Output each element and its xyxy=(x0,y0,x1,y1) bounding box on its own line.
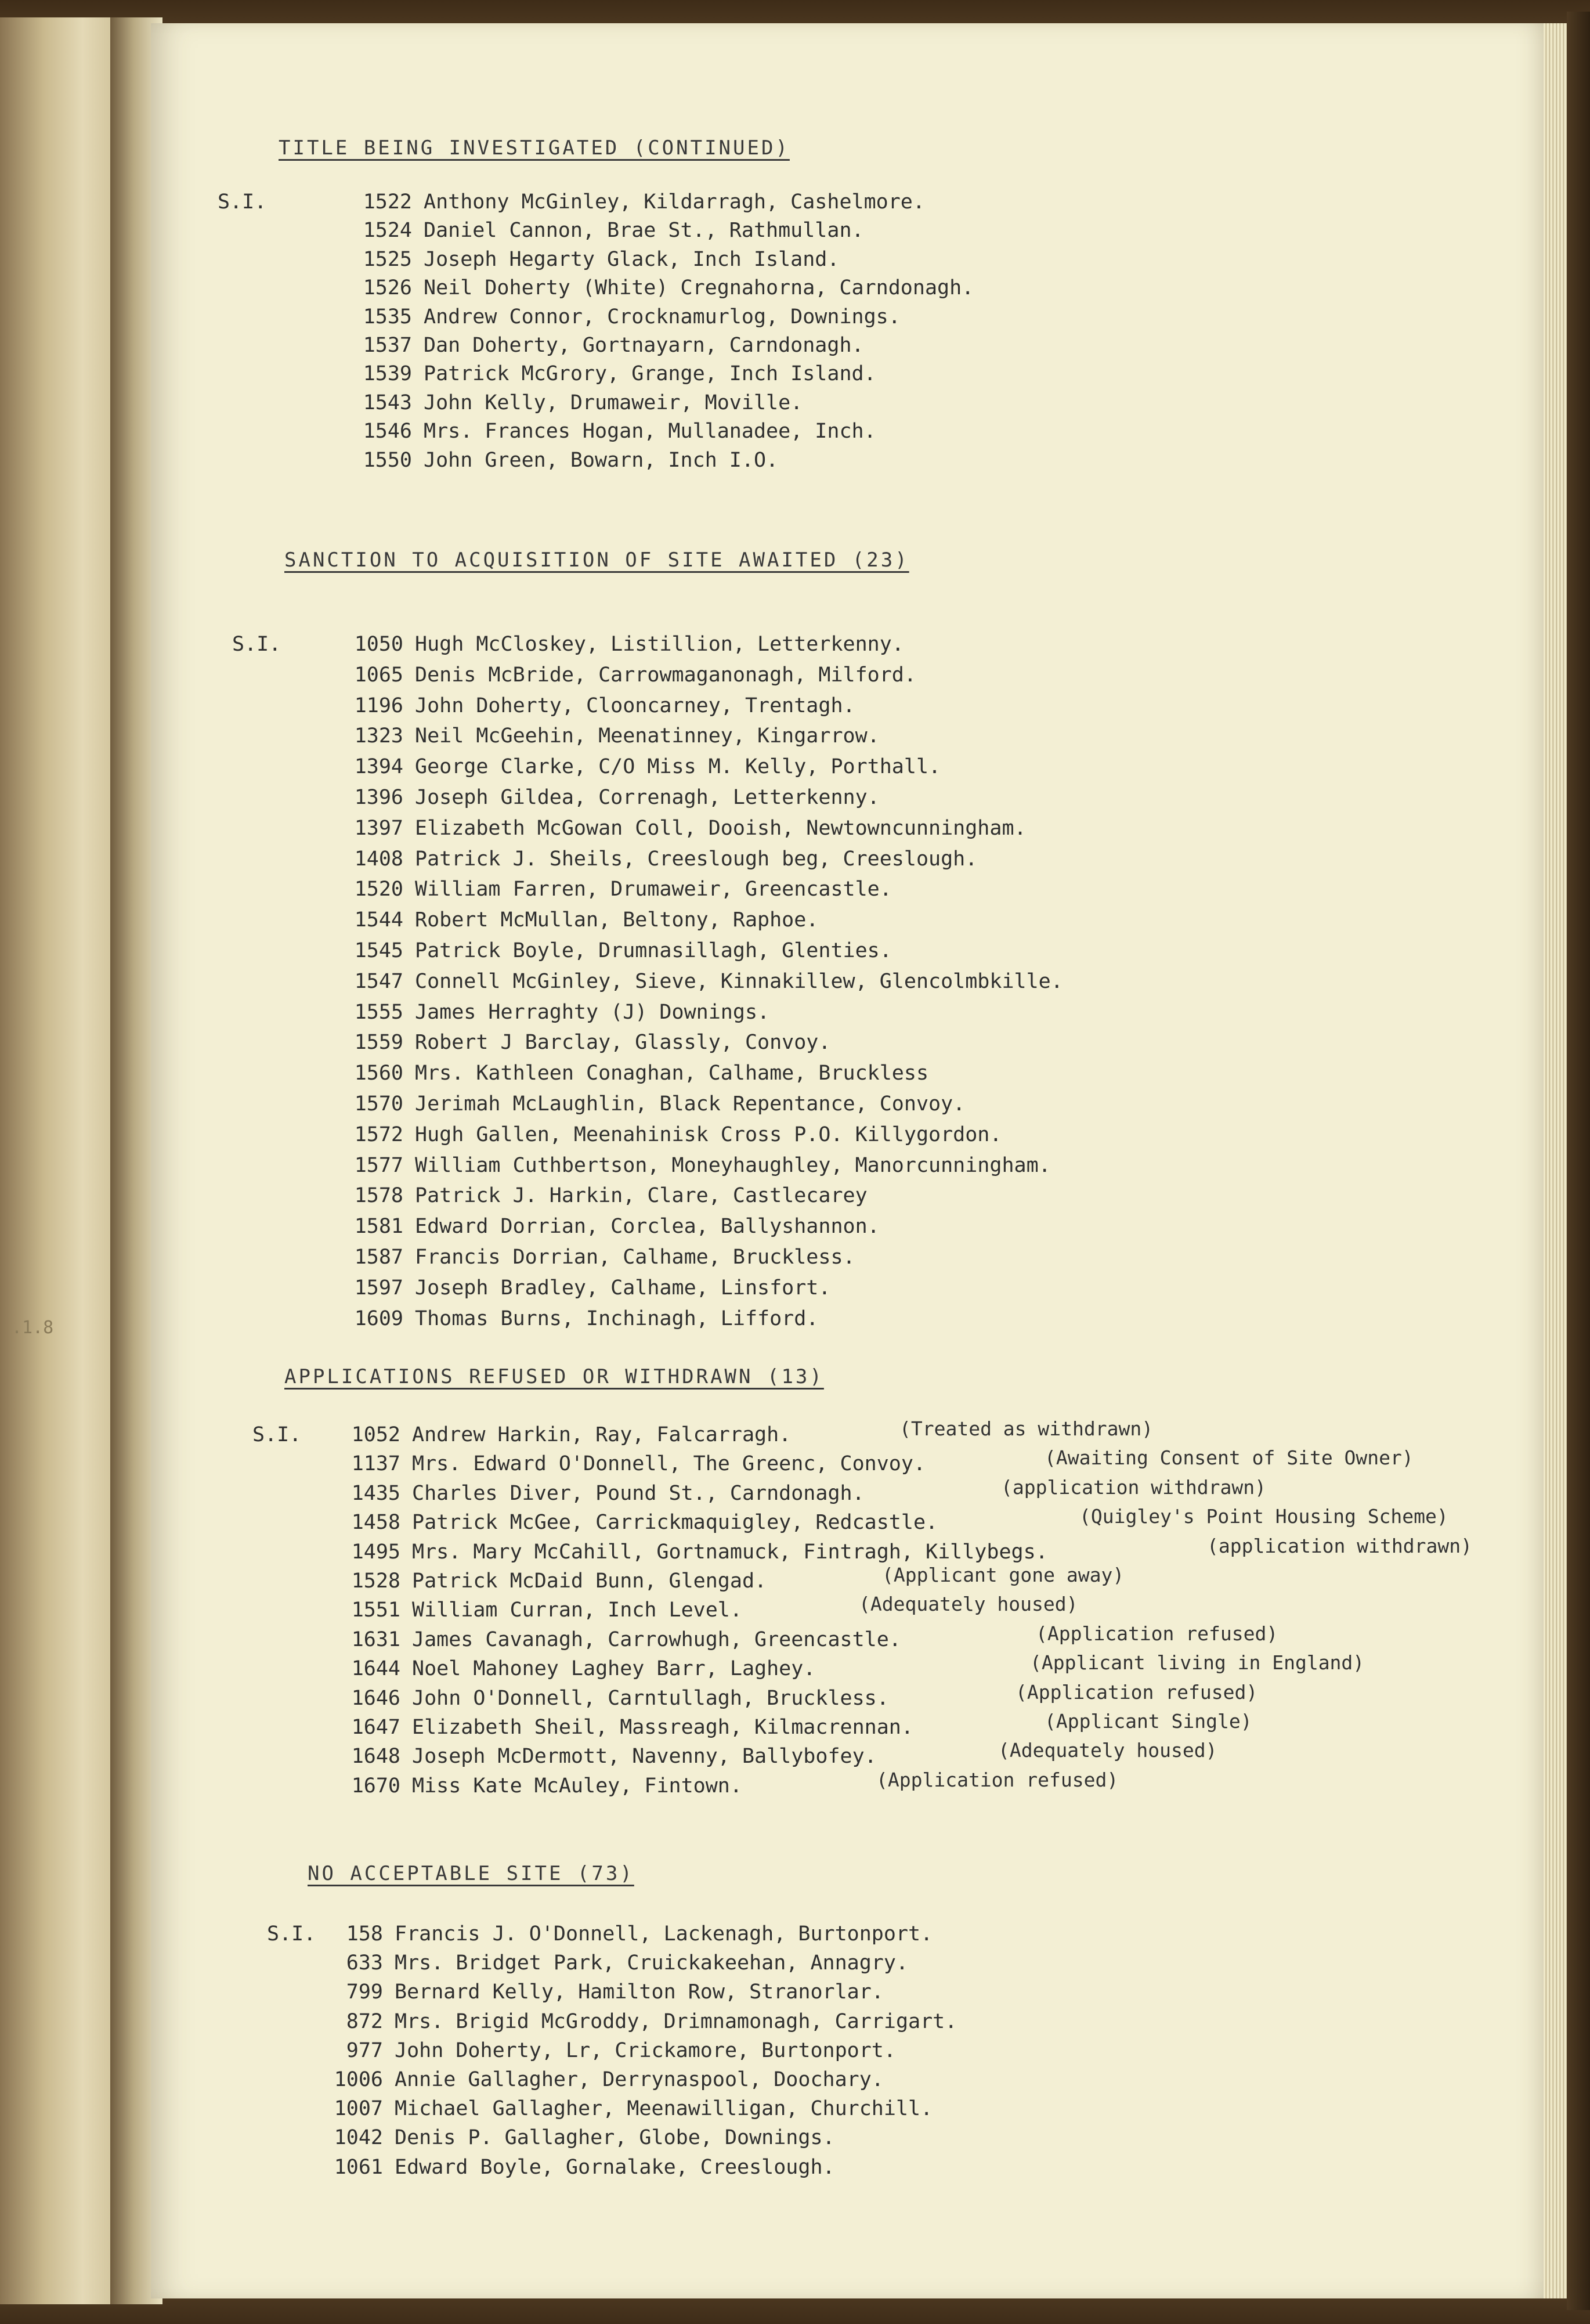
facing-page-edge xyxy=(0,17,112,2304)
entry-row xyxy=(316,1123,1532,1152)
entry-row xyxy=(325,248,1532,277)
entry-name-address: Patrick McDaid Bunn, Glengad. xyxy=(412,1569,767,1593)
entry-row xyxy=(316,1154,1532,1183)
si-label: S.I. xyxy=(252,1423,302,1446)
entry-remark: (Awaiting Consent of Site Owner) xyxy=(1045,1446,1414,1469)
entry-row xyxy=(296,2068,1532,2097)
entry-name-address: Denis McBride, Carrowmaganonagh, Milford. xyxy=(415,663,916,687)
entry-number: 1065 xyxy=(354,663,403,687)
entry-remark: (Applicant living in England) xyxy=(1030,1651,1365,1674)
entry-row xyxy=(316,663,1532,692)
entry-number: 1495 xyxy=(351,1540,400,1564)
entry-number: 977 xyxy=(346,2039,383,2062)
entry-row xyxy=(316,694,1532,723)
entry-name-address: Patrick J. Sheils, Creeslough beg, Creeslough. xyxy=(415,847,978,871)
entry-row xyxy=(316,1001,1532,1030)
entry-row xyxy=(325,449,1532,478)
entry-number: 1550 xyxy=(363,449,412,472)
entry-name-address: William Farren, Drumaweir, Greencastle. xyxy=(415,878,892,901)
entry-name-address: Miss Kate McAuley, Fintown. xyxy=(412,1774,742,1798)
entry-row xyxy=(316,970,1532,999)
entry-row xyxy=(325,391,1532,420)
entry-number: 1644 xyxy=(351,1657,400,1680)
entry-number: 1648 xyxy=(351,1745,400,1768)
entry-name-address: Noel Mahoney Laghey Barr, Laghey. xyxy=(412,1657,816,1680)
entry-remark: (Treated as withdrawn) xyxy=(899,1417,1154,1440)
entry-name-address: Jerimah McLaughlin, Black Repentance, Convoy. xyxy=(415,1092,966,1116)
page-stack-edges xyxy=(1544,23,1567,2298)
entry-name-address: Mrs. Frances Hogan, Mullanadee, Inch. xyxy=(424,420,876,443)
entry-number: 1577 xyxy=(354,1154,403,1177)
entry-name-address: Joseph Gildea, Correnagh, Letterkenny. xyxy=(415,786,880,809)
entry-name-address: Patrick McGrory, Grange, Inch Island. xyxy=(424,362,876,385)
entry-row xyxy=(325,420,1532,449)
entry-row xyxy=(316,908,1532,937)
entry-number: 1581 xyxy=(354,1215,403,1238)
entry-name-address: Denis P. Gallagher, Globe, Downings. xyxy=(395,2126,835,2149)
entry-name-address: Mrs. Kathleen Conaghan, Calhame, Bruckless xyxy=(415,1062,929,1085)
si-label: S.I. xyxy=(218,190,267,214)
entry-row xyxy=(316,1276,1532,1305)
entry-row xyxy=(296,2010,1532,2039)
entry-number: 1609 xyxy=(354,1307,403,1330)
entry-name-address: Mrs. Mary McCahill, Gortnamuck, Fintragh, Killybegs. xyxy=(412,1540,1048,1564)
entry-row xyxy=(316,939,1532,968)
entry-name-address: Mrs. Bridget Park, Cruickakeehan, Annagry. xyxy=(395,1951,909,1975)
entry-name-address: Edward Boyle, Gornalake, Creeslough. xyxy=(395,2156,835,2179)
entry-number: 1528 xyxy=(351,1569,400,1593)
entry-name-address: John Doherty, Clooncarney, Trentagh. xyxy=(415,694,855,717)
entry-row xyxy=(316,847,1532,876)
entry-row xyxy=(313,1769,1532,1803)
entry-number: 799 xyxy=(346,1980,383,2004)
entry-name-address: Neil Doherty (White) Cregnahorna, Carndonagh. xyxy=(424,276,974,299)
entry-number: 1007 xyxy=(334,2097,383,2120)
entry-name-address: Bernard Kelly, Hamilton Row, Stranorlar. xyxy=(395,1980,884,2004)
entry-number: 1543 xyxy=(363,391,412,414)
entry-row xyxy=(316,724,1532,753)
si-label: S.I. xyxy=(267,1922,316,1946)
entry-row xyxy=(316,1307,1532,1336)
entry-number: 1647 xyxy=(351,1716,400,1739)
entry-name-address: Elizabeth Sheil, Massreagh, Kilmacrennan. xyxy=(412,1716,913,1739)
entry-number: 1670 xyxy=(351,1774,400,1798)
entry-remark: (Application refused) xyxy=(876,1769,1119,1791)
entry-number: 872 xyxy=(346,2010,383,2033)
entry-number: 1137 xyxy=(351,1452,400,1475)
entry-name-address: Patrick McGee, Carrickmaquigley, Redcastle. xyxy=(412,1511,938,1534)
entry-number: 1061 xyxy=(334,2156,383,2179)
entry-row xyxy=(296,2156,1532,2185)
entry-name-address: Charles Diver, Pound St., Carndonagh. xyxy=(412,1482,865,1505)
book-cover-edge xyxy=(1567,12,1590,2310)
entry-row xyxy=(313,1681,1532,1716)
entry-row xyxy=(316,1184,1532,1213)
entry-number: 1547 xyxy=(354,970,403,993)
entry-number: 1587 xyxy=(354,1246,403,1269)
entry-row xyxy=(218,190,1532,219)
entry-name-address: John Doherty, Lr, Crickamore, Burtonport. xyxy=(395,2039,896,2062)
entry-name-address: Edward Dorrian, Corclea, Ballyshannon. xyxy=(415,1215,880,1238)
entry-name-address: Patrick Boyle, Drumnasillagh, Glenties. xyxy=(415,939,892,962)
entry-name-address: John Kelly, Drumaweir, Moville. xyxy=(424,391,803,414)
entry-row xyxy=(313,1446,1532,1481)
entry-name-address: Thomas Burns, Inchinagh, Lifford. xyxy=(415,1307,819,1330)
entry-number: 1524 xyxy=(363,219,412,242)
entry-remark: (Application refused) xyxy=(1016,1681,1258,1704)
entry-name-address: Mrs. Edward O'Donnell, The Greenc, Convoy. xyxy=(412,1452,926,1475)
entry-name-address: Andrew Harkin, Ray, Falcarragh. xyxy=(412,1423,792,1446)
entry-number: 633 xyxy=(346,1951,383,1975)
entry-number: 1546 xyxy=(363,420,412,443)
entry-name-address: Daniel Cannon, Brae St., Rathmullan. xyxy=(424,219,864,242)
section-heading: NO ACCEPTABLE SITE (73) xyxy=(308,1862,634,1885)
entry-row xyxy=(316,1092,1532,1121)
entry-row xyxy=(325,362,1532,391)
entry-number: 1050 xyxy=(354,633,403,656)
entry-number: 1435 xyxy=(351,1482,400,1505)
entry-row xyxy=(313,1593,1532,1627)
entry-row xyxy=(316,817,1532,846)
entry-number: 1539 xyxy=(363,362,412,385)
entry-name-address: William Curran, Inch Level. xyxy=(412,1598,742,1622)
entry-number: 1397 xyxy=(354,817,403,840)
si-label: S.I. xyxy=(232,633,281,656)
entry-number: 1394 xyxy=(354,755,403,778)
entry-name-address: Joseph Hegarty Glack, Inch Island. xyxy=(424,248,840,271)
entry-row xyxy=(296,2039,1532,2068)
entry-row xyxy=(296,2097,1532,2126)
entry-number: 1526 xyxy=(363,276,412,299)
entry-remark: (application withdrawn) xyxy=(1207,1535,1472,1557)
entry-name-address: William Cuthbertson, Moneyhaughley, Manorcunningham. xyxy=(415,1154,1051,1177)
entry-number: 1196 xyxy=(354,694,403,717)
section-heading: TITLE BEING INVESTIGATED (CONTINUED) xyxy=(279,136,790,160)
entry-number: 1535 xyxy=(363,305,412,329)
entry-remark: (Adequately housed) xyxy=(859,1593,1078,1615)
entry-name-address: Robert J Barclay, Glassly, Convoy. xyxy=(415,1031,831,1054)
entry-row xyxy=(296,1980,1532,2009)
entry-name-address: Andrew Connor, Crocknamurlog, Downings. xyxy=(424,305,901,329)
entry-number: 1323 xyxy=(354,724,403,748)
entry-number: 1646 xyxy=(351,1687,400,1710)
entry-number: 1042 xyxy=(334,2126,383,2149)
section-heading: SANCTION TO ACQUISITION OF SITE AWAITED (23) xyxy=(284,548,909,572)
entry-number: 1578 xyxy=(354,1184,403,1207)
entry-row xyxy=(316,786,1532,815)
entry-name-address: Joseph McDermott, Navenny, Ballybofey. xyxy=(412,1745,877,1768)
entry-number: 1551 xyxy=(351,1598,400,1622)
entry-name-address: Patrick J. Harkin, Clare, Castlecarey xyxy=(415,1184,868,1207)
entry-name-address: James Herraghty (J) Downings. xyxy=(415,1001,770,1024)
entry-row xyxy=(325,305,1532,334)
entry-row xyxy=(316,755,1532,784)
entry-number: 1570 xyxy=(354,1092,403,1116)
entry-name-address: John O'Donnell, Carntullagh, Bruckless. xyxy=(412,1687,889,1710)
entry-name-address: George Clarke, C/O Miss M. Kelly, Porthall. xyxy=(415,755,941,778)
entry-row xyxy=(313,1710,1532,1745)
entry-number: 1560 xyxy=(354,1062,403,1085)
entry-row xyxy=(325,334,1532,363)
entry-row xyxy=(316,1031,1532,1060)
entry-row xyxy=(267,1922,1532,1951)
entry-remark: (Quigley's Point Housing Scheme) xyxy=(1079,1505,1448,1528)
entry-name-address: James Cavanagh, Carrowhugh, Greencastle. xyxy=(412,1628,901,1651)
entry-name-address: Robert McMullan, Beltony, Raphoe. xyxy=(415,908,819,932)
entry-row xyxy=(296,2126,1532,2155)
entry-number: 1572 xyxy=(354,1123,403,1146)
entry-name-address: Hugh Gallen, Meenahinisk Cross P.O. Killygordon. xyxy=(415,1123,1002,1146)
facing-page-margin-mark: .1.8 xyxy=(12,1318,54,1338)
entry-number: 1537 xyxy=(363,334,412,357)
entry-number: 1597 xyxy=(354,1276,403,1300)
entry-name-address: Hugh McCloskey, Listillion, Letterkenny. xyxy=(415,633,904,656)
entry-row xyxy=(313,1651,1532,1686)
entry-remark: (application withdrawn) xyxy=(1001,1476,1266,1499)
entry-remark: (Applicant gone away) xyxy=(882,1564,1125,1586)
entry-row xyxy=(325,276,1532,305)
entry-name-address: Dan Doherty, Gortnayarn, Carndonagh. xyxy=(424,334,864,357)
entry-number: 158 xyxy=(346,1922,383,1946)
entry-remark: (Application refused) xyxy=(1036,1622,1278,1645)
entry-name-address: Joseph Bradley, Calhame, Linsfort. xyxy=(415,1276,831,1300)
entry-row xyxy=(316,878,1532,907)
entry-remark: (Applicant Single) xyxy=(1045,1710,1252,1733)
entry-row xyxy=(316,1215,1532,1244)
entry-name-address: Neil McGeehin, Meenatinney, Kingarrow. xyxy=(415,724,880,748)
entry-name-address: Francis J. O'Donnell, Lackenagh, Burtonport. xyxy=(395,1922,933,1946)
entry-number: 1522 xyxy=(363,190,412,214)
entry-row xyxy=(296,1951,1532,1980)
entry-number: 1544 xyxy=(354,908,403,932)
entry-number: 1559 xyxy=(354,1031,403,1054)
entry-name-address: John Green, Bowarn, Inch I.O. xyxy=(424,449,779,472)
entry-number: 1396 xyxy=(354,786,403,809)
entry-row xyxy=(316,1062,1532,1091)
entry-number: 1520 xyxy=(354,878,403,901)
entry-name-address: Elizabeth McGowan Coll, Dooish, Newtowncunningham. xyxy=(415,817,1027,840)
section-heading: APPLICATIONS REFUSED OR WITHDRAWN (13) xyxy=(284,1365,824,1388)
entry-number: 1631 xyxy=(351,1628,400,1651)
entry-name-address: Mrs. Brigid McGroddy, Drimnamonagh, Carrigart. xyxy=(395,2010,957,2033)
entry-number: 1525 xyxy=(363,248,412,271)
entry-remark: (Adequately housed) xyxy=(998,1739,1217,1762)
entry-number: 1006 xyxy=(334,2068,383,2091)
entry-row xyxy=(325,219,1532,248)
entry-row xyxy=(232,633,1532,662)
entry-name-address: Annie Gallagher, Derrynaspool, Doochary. xyxy=(395,2068,884,2091)
entry-name-address: Francis Dorrian, Calhame, Bruckless. xyxy=(415,1246,855,1269)
entry-name-address: Anthony McGinley, Kildarragh, Cashelmore. xyxy=(424,190,925,214)
entry-number: 1555 xyxy=(354,1001,403,1024)
entry-number: 1052 xyxy=(351,1423,400,1446)
entry-number: 1545 xyxy=(354,939,403,962)
entry-number: 1458 xyxy=(351,1511,400,1534)
entry-name-address: Michael Gallagher, Meenawilligan, Churchill. xyxy=(395,2097,933,2120)
entry-row xyxy=(316,1246,1532,1275)
entry-number: 1408 xyxy=(354,847,403,871)
entry-name-address: Connell McGinley, Sieve, Kinnakillew, Glencolmbkille. xyxy=(415,970,1063,993)
